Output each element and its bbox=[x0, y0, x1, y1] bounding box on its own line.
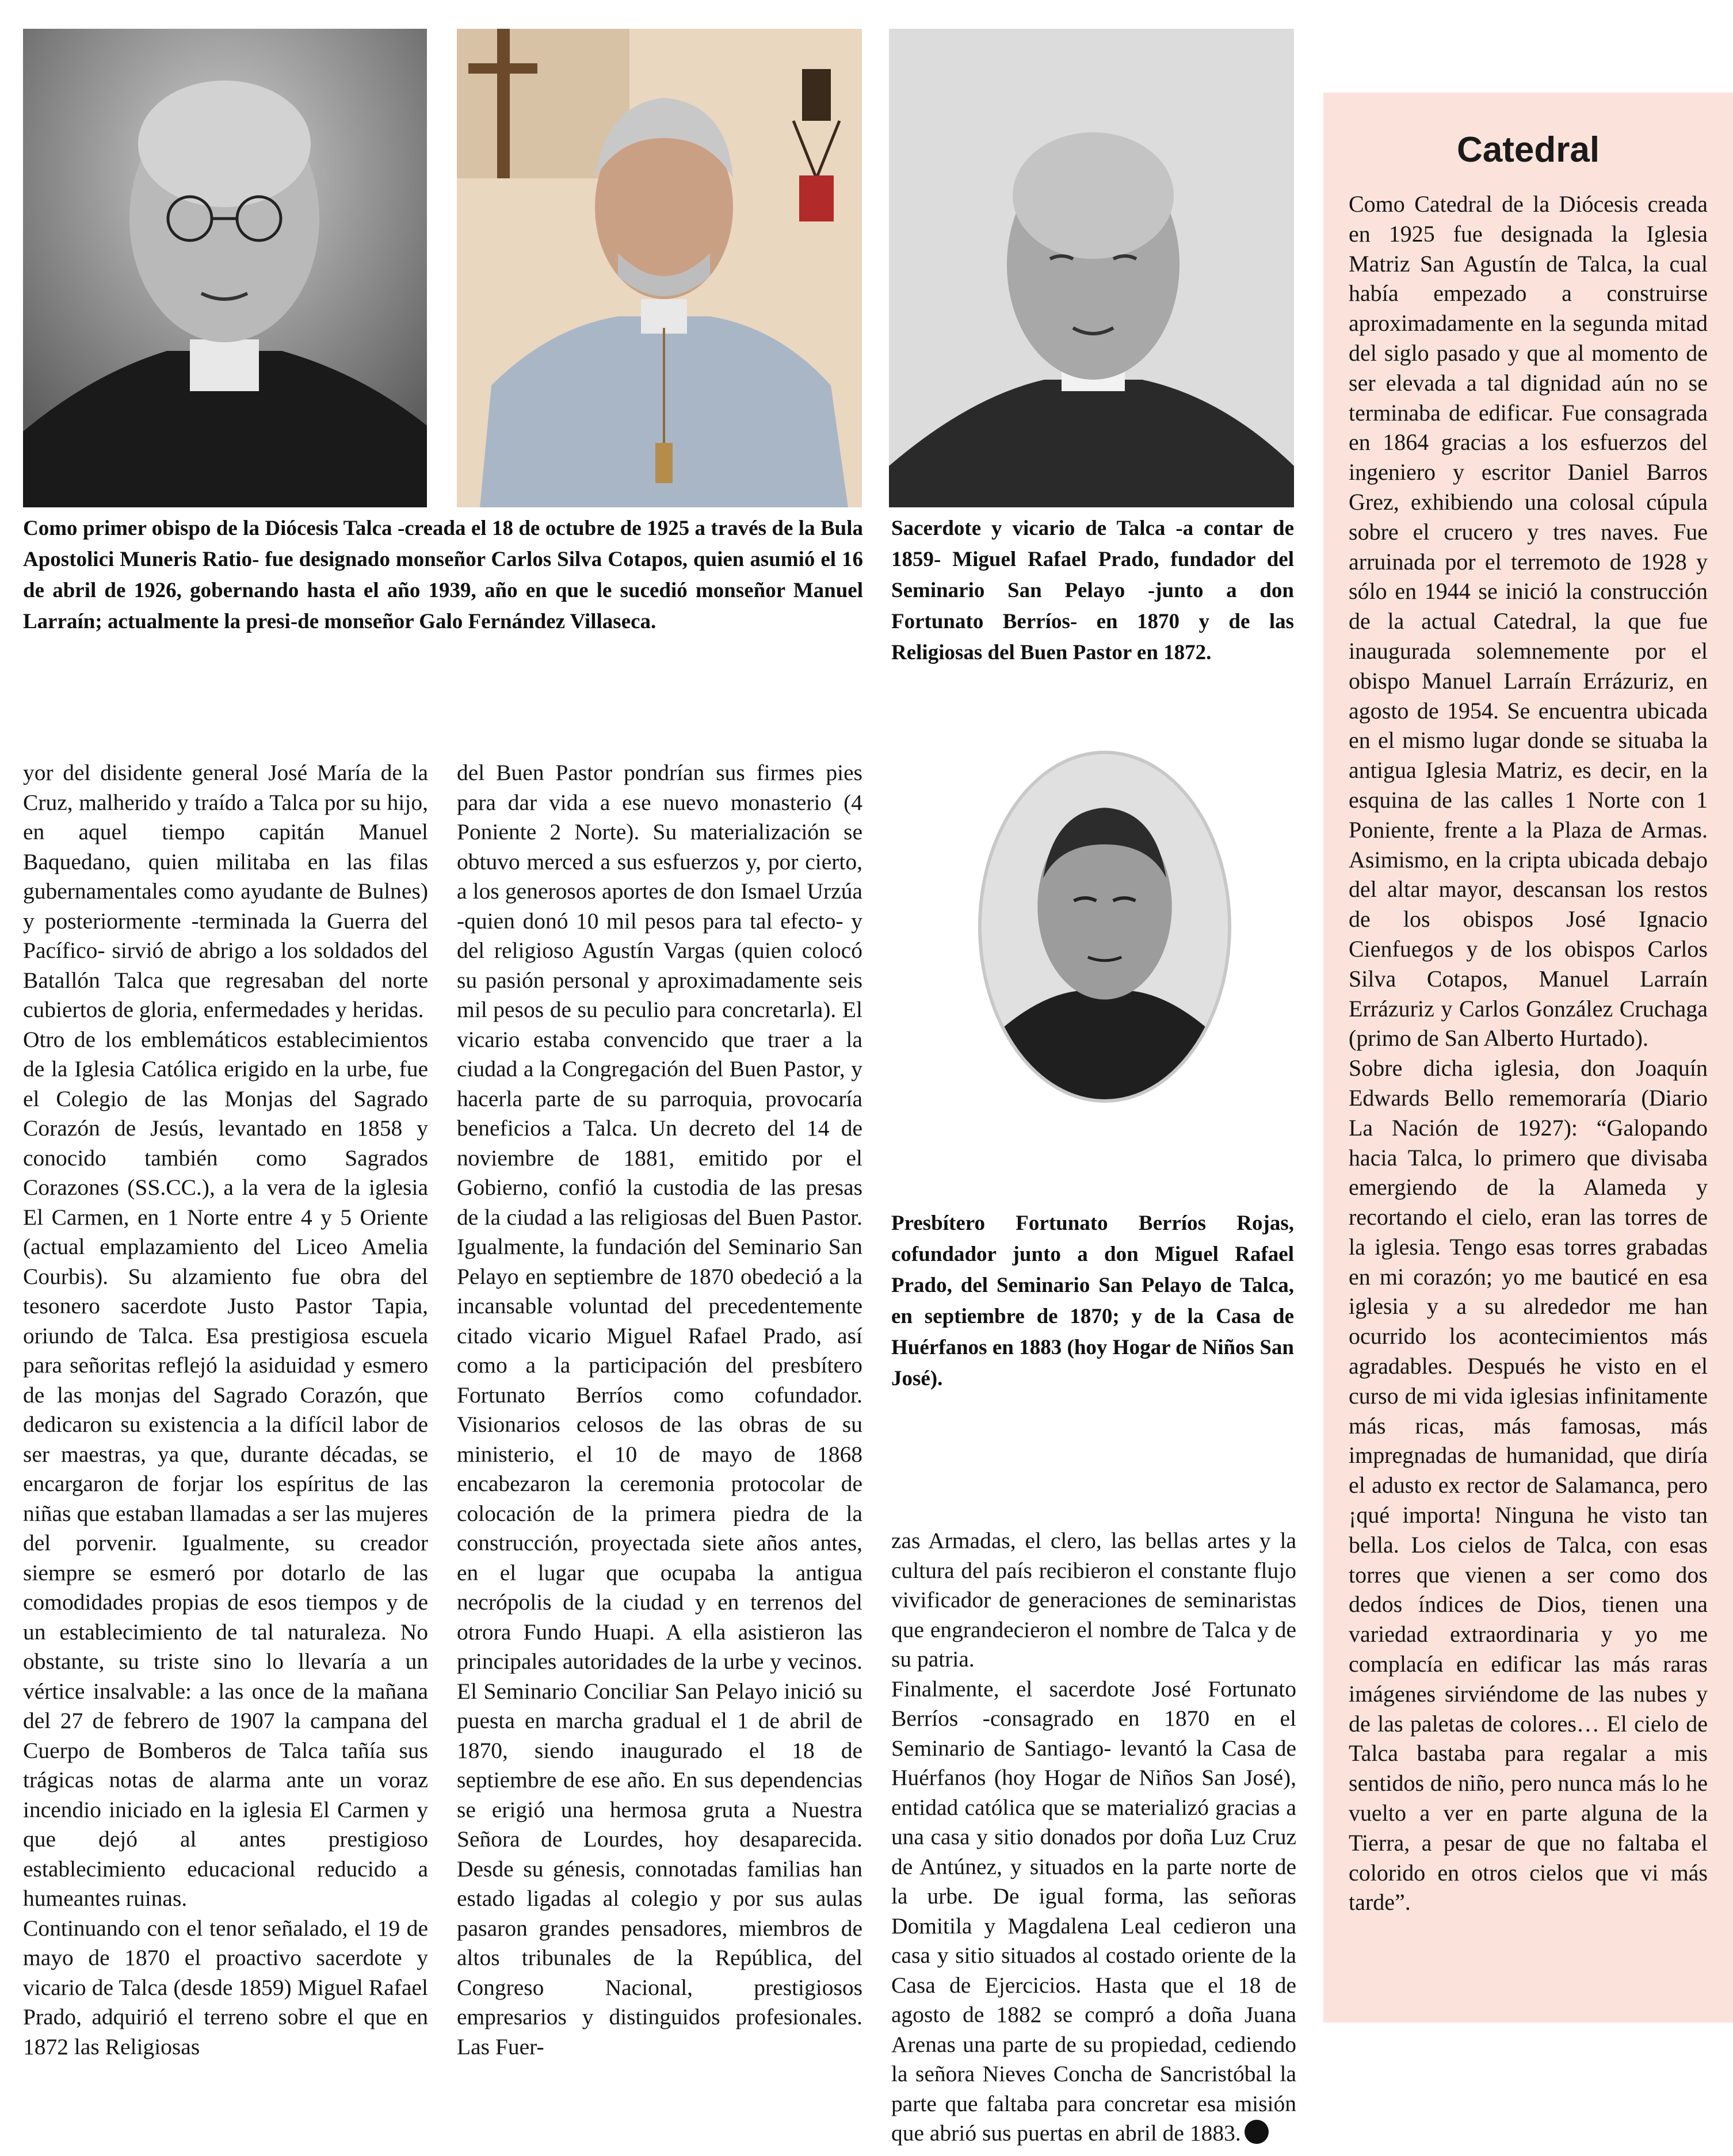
miguel-rafael-prado-photo bbox=[889, 29, 1294, 507]
body-column-2 bbox=[457, 758, 862, 2062]
bishop-fernandez-photo bbox=[457, 29, 862, 507]
sidebar-catedral bbox=[1323, 93, 1733, 2023]
caption-prado-photo: Sacerdote y vicario de Talca -a contar de 1859- Miguel Rafael Prado, fundador del Seminario San Pelayo -junto a don Fortunato Berríos- en 1870 y de las Religiosas del Buen Pastor en 1872. bbox=[891, 517, 1294, 664]
col2-paragraph-1: del Buen Pastor pondrían sus firmes pies para dar vida a ese nuevo monasterio (4 Poniente 2 Norte). Su materialización se obtuvo merced a sus esfuerzos y, por cierto, a los generosos aportes de don Ismael Urzúa -quien donó 10 mil pesos para tal efecto- y del religioso Agustín Vargas (quien colocó su pasión personal y aproximadamente seis mil pesos de su peculio para concretarla). El vicario estaba convencido que traer a la ciudad a la Congregación del Buen Pastor, y hacerla parte de su parroquia, provocaría beneficios a Talca. Un decreto del 14 de noviembre de 1881, emitido por el Gobierno, confió la custodia de las presas de la ciudad a las religiosas del Buen Pastor. Igualmente, la fundación del Seminario San Pelayo en septiembre de 1870 obedeció a la incansable voluntad del precedentemente citado vicario Miguel Rafael Prado, así como a la participación del presbítero Fortunato Berríos como cofundador. Visionarios celosos de las obras de su ministerio, el 10 de mayo de 1868 encabezaron la ceremonia protocolar de colocación de la primera piedra de la construcción, proyectada siete años antes, en el lugar que ocupaba la antigua necrópolis de la ciudad y en terrenos del otrora Fundo Huapi. A ella asistieron las principales autoridades de la urbe y vecinos. El Seminario Conciliar San Pelayo inició su puesta en marcha gradual el 1 de abril de 1870, siendo inaugurado el 18 de septiembre de ese año. En sus dependencias se erigió una hermosa gruta a Nuestra Señora de Lourdes, hoy desaparecida. Desde su génesis, connotadas familias han estado ligadas al colegio y por sus aulas pasaron grandes pensadores, miembros de altos tribunales de la República, del Congreso Nacional, prestigiosos empresarios y distinguidos profesionales. Las Fuer- bbox=[457, 760, 862, 2059]
col3-paragraph-2: Finalmente, el sacerdote José Fortunato Berríos -consagrado en 1870 en el Seminario de Santiago- levantó la Casa de Huérfanos (hoy Hogar de Niños San José), entidad católica que se materializó gracias a una casa y sitio donados por doña Luz Cruz de Antúnez, y situados en la parte norte de la urbe. De igual forma, las señoras Domitila y Magdalena Leal cedieron una casa y sitio situados al costado oriente de la Casa de Ejercicios. Hasta que el 18 de agosto de 1882 se compró a doña Juana Arenas una parte de su propiedad, cediendo la señora Nieves Concha de Sancristóbal la parte que faltaba para concretar esa misión que abrió sus puertas en abril de 1883. bbox=[891, 1676, 1296, 2146]
sidebar-title: Catedral bbox=[1456, 130, 1600, 170]
fortunato-berrios-oval-photo bbox=[978, 751, 1231, 1103]
end-of-article-mark bbox=[1245, 2120, 1269, 2144]
sidebar-paragraph-2: Sobre dicha iglesia, don Joaquín Edwards Bello rememoraría (Diario La Nación de 1927): “Galopando hacia Talca, lo primero que divisaba emergiendo de la Alameda y recortando el cielo, eran las torres de la iglesia. Tengo esas torres grabadas en mi corazón; yo me bauticé en esa iglesia y a su alrededor me han ocurrido los acontecimientos más agradables. Después he visto en el curso de mi vida iglesias infinitamente más ricas, más famosas, más impregnadas de humanidad, que diría el adusto ex rector de Salamanca, pero ¡qué importa! Ninguna he visto tan bella. Los cielos de Talca, con esas torres que vienen a ser como dos dedos índices de Dios, tienen una variedad extraordinaria y yo me complacía en edificar las más raras imágenes sirviéndome de las nubes y de las paletas de colores… El cielo de Talca bastaba para regalar a mis sentidos de niño, pero nunca más lo he vuelto a ver en parte alguna de la Tierra, a pesar de que no faltaba el colorido en otros cielos que vi más tarde”. bbox=[1349, 1055, 1708, 1916]
col1-paragraph-1: yor del disidente general José María de la Cruz, malherido y traído a Talca por su hijo, en aquel tiempo capitán Manuel Baquedano, quien militaba en las filas gubernamentales como ayudante de Bulnes) y posteriormente -terminada la Guerra del Pacífico- sirvió de abrigo a los soldados del Batallón Talca que regresaban del norte cubiertos de gloria, enfermedades y heridas. bbox=[23, 760, 428, 1022]
bishop-silva-cotapos-photo bbox=[23, 29, 427, 507]
sidebar-paragraph-1: Como Catedral de la Diócesis creada en 1925 fue designada la Iglesia Matriz San Agustín de Talca, la cual había empezado a construirse aproximadamente en la segunda mitad del siglo pasado y que al momento de ser elevada a tal dignidad aún no se terminaba de edificar. Fue consagrada en 1864 gracias a los esfuerzos del ingeniero y escritor Daniel Barros Grez, exhibiendo una colosal cúpula sobre el crucero y tres naves. Fue arruinada por el terremoto de 1928 y sólo en 1944 se inició la construcción de la actual Catedral, la que fue inaugurada solemnemente por el obispo Manuel Larraín Errázuriz, en agosto de 1954. Se encuentra ubicada en el mismo lugar donde se situaba la antigua Iglesia Matriz, es decir, en la esquina de las calles 1 Norte con 1 Poniente, frente a la Plaza de Armas. Asimismo, en la cripta ubicada debajo del altar mayor, descansan los restos de los obispos José Ignacio Cienfuegos y de los obispos Carlos Silva Cotapos, Manuel Larraín Errázuriz y Carlos González Cruchaga (primo de San Alberto Hurtado). bbox=[1349, 191, 1708, 1052]
caption-bishop-photos: Como primer obispo de la Diócesis Talca -creada el 18 de octubre de 1925 a través de la Bula Apostolici Muneris Ratio- fue designado monseñor Carlos Silva Cotapos, quien asumió el 16 de abril de 1926, gobernando hasta el año 1939, año en que le sucedió monseñor Manuel Larraín; actualmente la presi-de monseñor Galo Fernández Villaseca. bbox=[23, 517, 863, 633]
body-column-3 bbox=[891, 1526, 1296, 2149]
col3-paragraph-1: zas Armadas, el clero, las bellas artes y la cultura del país recibieron el constante flujo vivificador de generaciones de seminaristas que engrandecieron el nombre de Talca y de su patria. bbox=[891, 1528, 1296, 1672]
col1-paragraph-2: Otro de los emblemáticos establecimientos de la Iglesia Católica erigido en la urbe, fue el Colegio de las Monjas del Sagrado Corazón de Jesús, levantado en 1858 y conocido también como Sagrados Corazones (SS.CC.), a la vera de la iglesia El Carmen, en 1 Norte entre 4 y 5 Oriente (actual emplazamiento del Liceo Amelia Courbis). Su alzamiento fue obra del tesonero sacerdote Justo Pastor Tapia, oriundo de Talca. Esa prestigiosa escuela para señoritas reflejó la asiduidad y esmero de las monjas del Sagrado Corazón, que dedicaron su existencia a la difícil labor de ser maestras, ya que, durante décadas, se encargaron de forjar los espíritus de las niñas que estaban llamadas a ser las mujeres del porvenir. Igualmente, su creador siempre se esmeró por dotarlo de las comodidades propias de esos tiempos y de un establecimiento de tal naturaleza. No obstante, su triste sino lo llevaría a un vértice insalvable: a las once de la mañana del 27 de febrero de 1907 la campana del Cuerpo de Bomberos de Talca tañía sus trágicas notas de alarma ante un voraz incendio iniciado en la iglesia El Carmen y que dejó al antes prestigioso establecimiento educacional reducido a humeantes ruinas. bbox=[23, 1026, 428, 1911]
caption-berrios-photo: Presbítero Fortunato Berríos Rojas, cofundador junto a don Miguel Rafael Prado, del Seminario San Pelayo de Talca, en septiembre de 1870; y de la Casa de Huérfanos en 1883 (hoy Hogar de Niños San José). bbox=[891, 1211, 1294, 1390]
body-column-1 bbox=[23, 758, 428, 2062]
col3-paragraph-2-wrap bbox=[891, 1675, 1296, 2149]
col1-paragraph-3: Continuando con el tenor señalado, el 19 de mayo de 1870 el proactivo sacerdote y vicario de Talca (desde 1859) Miguel Rafael Prado, adquirió el terreno sobre el que en 1872 las Religiosas bbox=[23, 1915, 428, 2059]
